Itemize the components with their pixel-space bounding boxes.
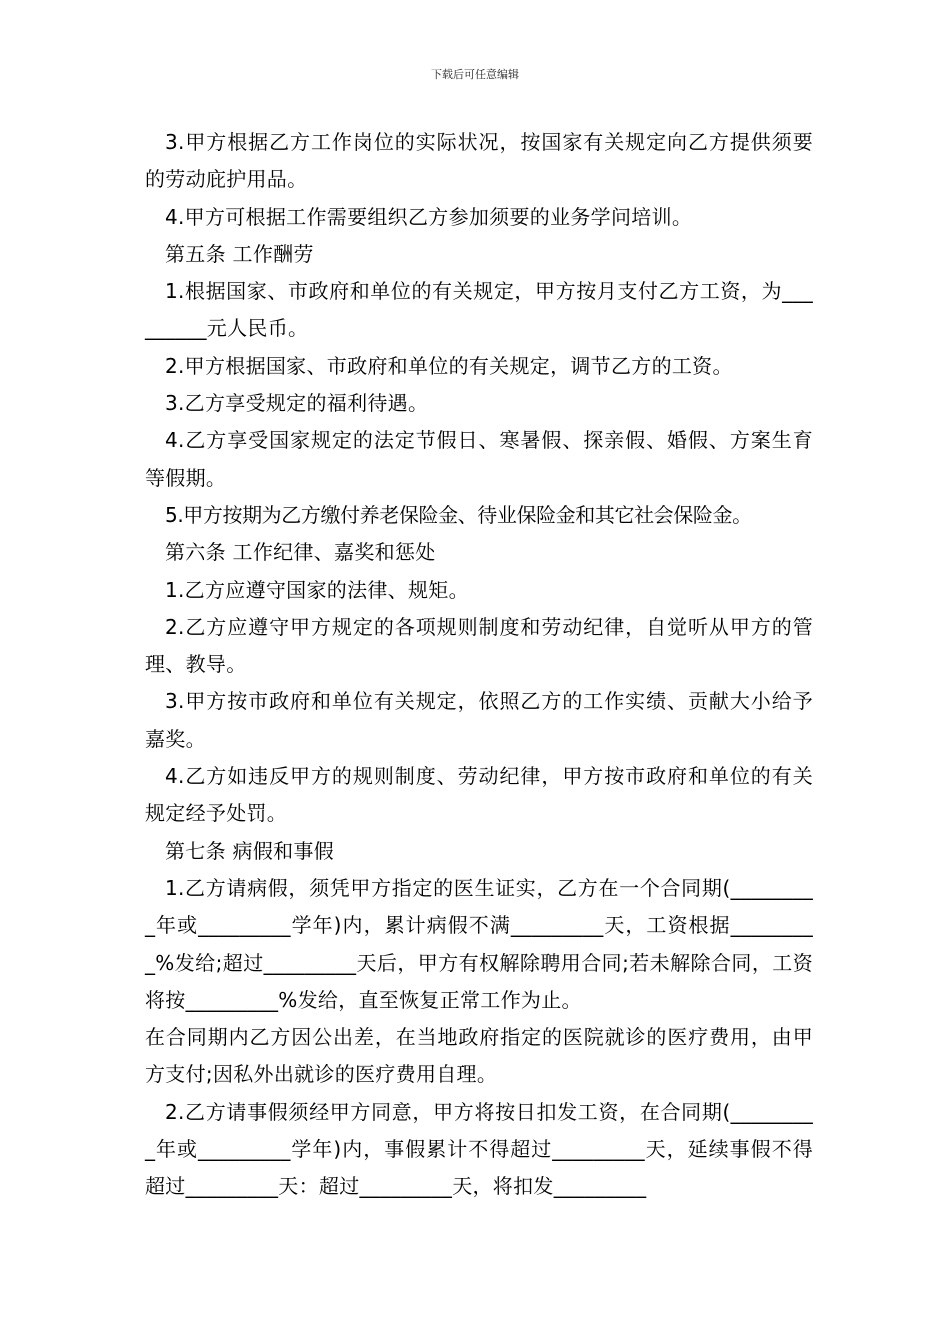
section-heading-6: 第六条 工作纪律、嘉奖和惩处 bbox=[165, 540, 436, 565]
section-heading-5: 第五条 工作酬劳 bbox=[165, 241, 314, 266]
clause-6-item-2: 2.乙方应遵守甲方规定的各项规则制度和劳动纪律，自觉听从甲方的管理、教导。 bbox=[145, 614, 813, 677]
clause-6-item-4: 4.乙方如违反甲方的规则制度、劳动纪律，甲方按市政府和单位的有关规定经予处罚。 bbox=[145, 764, 813, 826]
clause-7-item-1: 1.乙方请病假，须凭甲方指定的医生证实，乙方在一个合同期(_________年或_________学年)内，累计病假不满_________天，工资根据_________%发给;超过_________天后，甲方有权解除聘用合同;若未解除合同，工资将按_________%发给，直至恢复正常工作为止。 bbox=[145, 875, 813, 1012]
clause-5-item-1: 1.根据国家、市政府和单位的有关规定，甲方按月支付乙方工资，为_________元人民币。 bbox=[145, 279, 813, 341]
clause-4-item-4: 4.甲方可根据工作需要组织乙方参加须要的业务学问培训。 bbox=[165, 204, 693, 229]
clause-5-item-3: 3.乙方享受规定的福利待遇。 bbox=[165, 391, 429, 416]
clause-5-item-4: 4.乙方享受国家规定的法定节假日、寒暑假、探亲假、婚假、方案生育等假期。 bbox=[145, 428, 813, 490]
page-header: 下载后可任意编辑 bbox=[431, 68, 519, 81]
clause-7-item-1-continued: 在合同期内乙方因公出差，在当地政府指定的医院就诊的医疗费用，由甲方支付;因私外出就诊的医疗费用自理。 bbox=[145, 1025, 813, 1087]
clause-6-item-1: 1.乙方应遵守国家的法律、规矩。 bbox=[165, 577, 469, 602]
clause-6-item-3: 3.甲方按市政府和单位有关规定，依照乙方的工作实绩、贡献大小给予嘉奖。 bbox=[145, 689, 813, 751]
clause-7-item-2: 2.乙方请事假须经甲方同意，甲方将按日扣发工资，在合同期(_________年或_________学年)内，事假累计不得超过_________天，延续事假不得超过_________天：超过_________天，将扣发_________ bbox=[145, 1099, 813, 1199]
document-body bbox=[145, 124, 813, 1206]
section-heading-7: 第七条 病假和事假 bbox=[165, 838, 335, 863]
clause-5-item-2: 2.甲方根据国家、市政府和单位的有关规定，调节乙方的工资。 bbox=[165, 353, 733, 378]
clause-5-item-5: 5.甲方按期为乙方缴付养老保险金、待业保险金和其它社会保险金。 bbox=[165, 502, 752, 527]
clause-4-item-3: 3.甲方根据乙方工作岗位的实际状况，按国家有关规定向乙方提供须要的劳动庇护用品。 bbox=[145, 130, 813, 192]
